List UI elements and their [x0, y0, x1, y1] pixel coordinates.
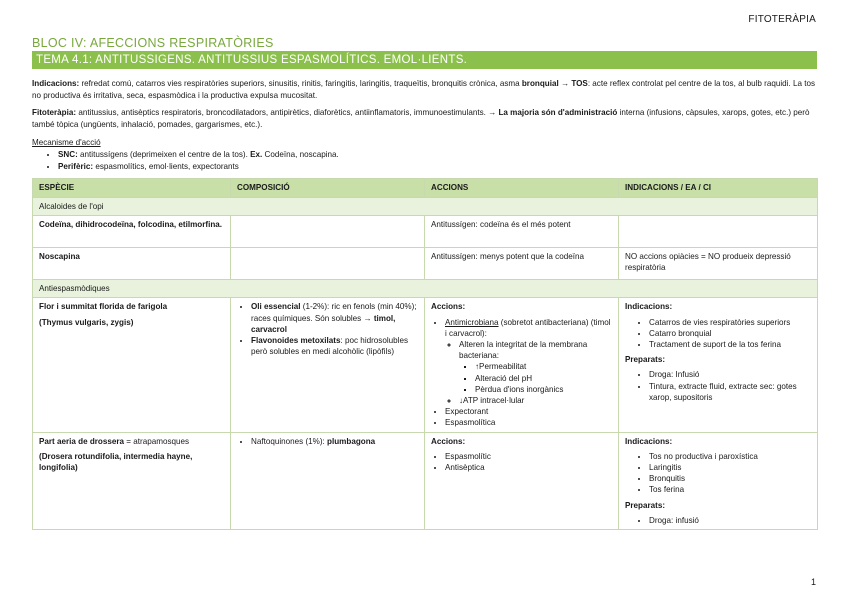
- list-item: ▪ ↑Permeabilitat: [475, 361, 612, 372]
- list-item: • Tos ferina: [649, 484, 811, 495]
- fitoterapia-paragraph: [32, 107, 817, 132]
- list-item: • Bronquitis: [649, 473, 811, 484]
- list-item: [58, 149, 339, 161]
- snc-label: SNC:: [58, 150, 78, 159]
- header-composicio: COMPOSICIÓ: [231, 179, 425, 198]
- cell-accions: Antitussígen: codeïna és el més potent: [425, 216, 619, 248]
- table-row: [33, 432, 818, 529]
- fitoterapia-text: antitussius, antisèptics respiratoris, broncodilatadors, antipirètics, diaforètics, antiinflamatoris, immunoestimulants. →: [76, 108, 499, 117]
- list-item: • Antisèptica: [445, 462, 612, 473]
- cell-indicacions: Indicacions: • Catarros de vies respiratòries superiors • Catarro bronquial • Tractament de suport de la tos ferina Preparats: • Droga: Infusió • Tintura, extracte fluid, extracte sec: gotes xarop, supositoris: [619, 298, 818, 432]
- list-item: • Catarros de vies respiratòries superiors: [649, 317, 811, 328]
- table-row: [33, 248, 818, 280]
- list-item: • Naftoquinones (1%): plumbagona: [251, 436, 418, 447]
- cell-accions: Accions: • Espasmolític • Antisèptica: [425, 432, 619, 529]
- section-label: Antiespasmòdiques: [33, 280, 818, 298]
- perif-label: Perifèric:: [58, 162, 94, 172]
- perif-text: espasmolítics, emol·lients, expectorants: [93, 162, 239, 172]
- list-item: • Espasmolític: [445, 451, 612, 462]
- mecanisme-list: [44, 149, 339, 174]
- indicacions-text: refredat comú, catarros vies respiratòries superiors, sinusitis, rinitis, faringitis, laringitis, traqueïtis, bronquitis crònica, asma: [79, 79, 522, 88]
- bloc-title: BLOC IV: AFECCIONS RESPIRATÒRIES: [32, 36, 274, 50]
- indicacions-paragraph: [32, 78, 817, 103]
- indicacions-bold: bronquial → TOS: [521, 79, 588, 88]
- cell-indicacions: NO accions opiàcies = NO produeix depressió respiratòria: [619, 248, 818, 280]
- cell-composicio: [231, 298, 425, 432]
- fitoterapia-bold: La majoria són d'administració: [498, 108, 618, 117]
- section-label: Alcaloides de l'opi: [33, 198, 818, 216]
- ex-text: Codeïna, noscapina.: [262, 150, 339, 159]
- list-item: • Espasmolítica: [445, 417, 612, 428]
- list-item: • Tintura, extracte fluid, extracte sec: gotes xarop, supositoris: [649, 381, 811, 403]
- table-header-row: [33, 179, 818, 198]
- species-table: [32, 178, 818, 530]
- mecanisme-title: Mecanisme d'acció: [32, 138, 101, 147]
- header-indicacions: INDICACIONS / EA / CI: [619, 179, 818, 198]
- list-item: • Flavonoides metoxilats: poc hidrosolubles però solubles en medi alcohòlic (lipòfils): [251, 335, 418, 357]
- table-row: [33, 216, 818, 248]
- indicacions-text-end: : acte reflex controlat pel centre de la tos, al bulb raquidi. La tos no productiva és irritativa, seca, espasmòdica i la productiva expulsa mucositat.: [32, 79, 816, 101]
- list-item: • Oli essencial (1-2%): ric en fenols (min 40%); races químiques. Són solubles → timol, carvacrol: [251, 301, 418, 335]
- page-number: 1: [810, 577, 816, 587]
- list-item: • Catarro bronquial: [649, 328, 811, 339]
- cell-composicio: [231, 216, 425, 248]
- fitoterapia-text-end: interna (infusions, càpsules, xarops, gotes, etc.) però també tòpica (ungüents, inhalació, pomades, gargarismes, etc.).: [32, 108, 810, 130]
- section-row-antiespasmodiques: [33, 280, 818, 298]
- list-item: • Tos no productiva i paroxística: [649, 451, 811, 462]
- cell-accions: Antitussígen: menys potent que la codeïna: [425, 248, 619, 280]
- list-item: • Tractament de suport de la tos ferina: [649, 339, 811, 350]
- cell-indicacions: Indicacions: • Tos no productiva i paroxística • Laringitis • Bronquitis • Tos ferina Preparats: • Droga: infusió: [619, 432, 818, 529]
- list-item: ▪ Alteració del pH: [475, 373, 612, 384]
- cell-especie: Flor i summitat florida de farigola (Thymus vulgaris, zygis): [33, 298, 231, 432]
- tema-title-bar: TEMA 4.1: ANTITUSSIGENS. ANTITUSSIUS ESPASMOLÍTICS. EMOL·LIENTS.: [32, 51, 817, 69]
- cell-especie: Codeïna, dihidrocodeïna, folcodina, etilmorfina.: [33, 216, 231, 248]
- cell-especie: Part aeria de drossera = atrapamosques (Drosera rotundifolia, intermedia hayne, longifolia): [33, 432, 231, 529]
- document-header-title: FITOTERÀPIA: [748, 14, 816, 25]
- section-row-alcaloides: [33, 198, 818, 216]
- cell-composicio: [231, 248, 425, 280]
- list-item: • Droga: infusió: [649, 515, 811, 526]
- list-item: • Droga: Infusió: [649, 369, 811, 380]
- ex-label: Ex.: [250, 150, 263, 159]
- cell-especie: Noscapina: [33, 248, 231, 280]
- cell-indicacions: [619, 216, 818, 248]
- cell-composicio: [231, 432, 425, 529]
- fitoterapia-label: Fitoteràpia:: [32, 108, 77, 117]
- snc-text: antitussígens (deprimeixen el centre de la tos).: [77, 150, 251, 159]
- list-item: ◦ ↓ATP intracel·lular: [459, 395, 612, 406]
- list-item: ◦ Alteren la integritat de la membrana bacteriana: ▪ ↑Permeabilitat ▪ Alteració del pH ▪ Pèrdua d'ions inorgànics: [459, 339, 612, 395]
- table-row: [33, 298, 818, 432]
- list-item: • Antimicrobiana (sobretot antibacteriana) (timol i carvacrol): ◦ Alteren la integritat de la membrana bacteriana: ▪ ↑Permeabilitat ▪ Alteració del pH ▪ Pèrdua d'ions inorgànics ◦ ↓ATP intracel·lular: [445, 317, 612, 407]
- list-item: • Laringitis: [649, 462, 811, 473]
- indicacions-label: Indicacions:: [32, 79, 80, 88]
- list-item: ▪ Pèrdua d'ions inorgànics: [475, 384, 612, 395]
- list-item: • Expectorant: [445, 406, 612, 417]
- cell-accions: Accions: • Antimicrobiana (sobretot antibacteriana) (timol i carvacrol): ◦ Alteren la integritat de la membrana bacteriana: ▪ ↑Permeabilitat ▪ Alteració del pH ▪ Pèrdua d'ions inorgànics ◦ ↓ATP intracel·lular • Expectorant • Espasmolítica: [425, 298, 619, 432]
- header-especie: ESPÈCIE: [33, 179, 231, 198]
- list-item: [58, 161, 339, 173]
- header-accions: ACCIONS: [425, 179, 619, 198]
